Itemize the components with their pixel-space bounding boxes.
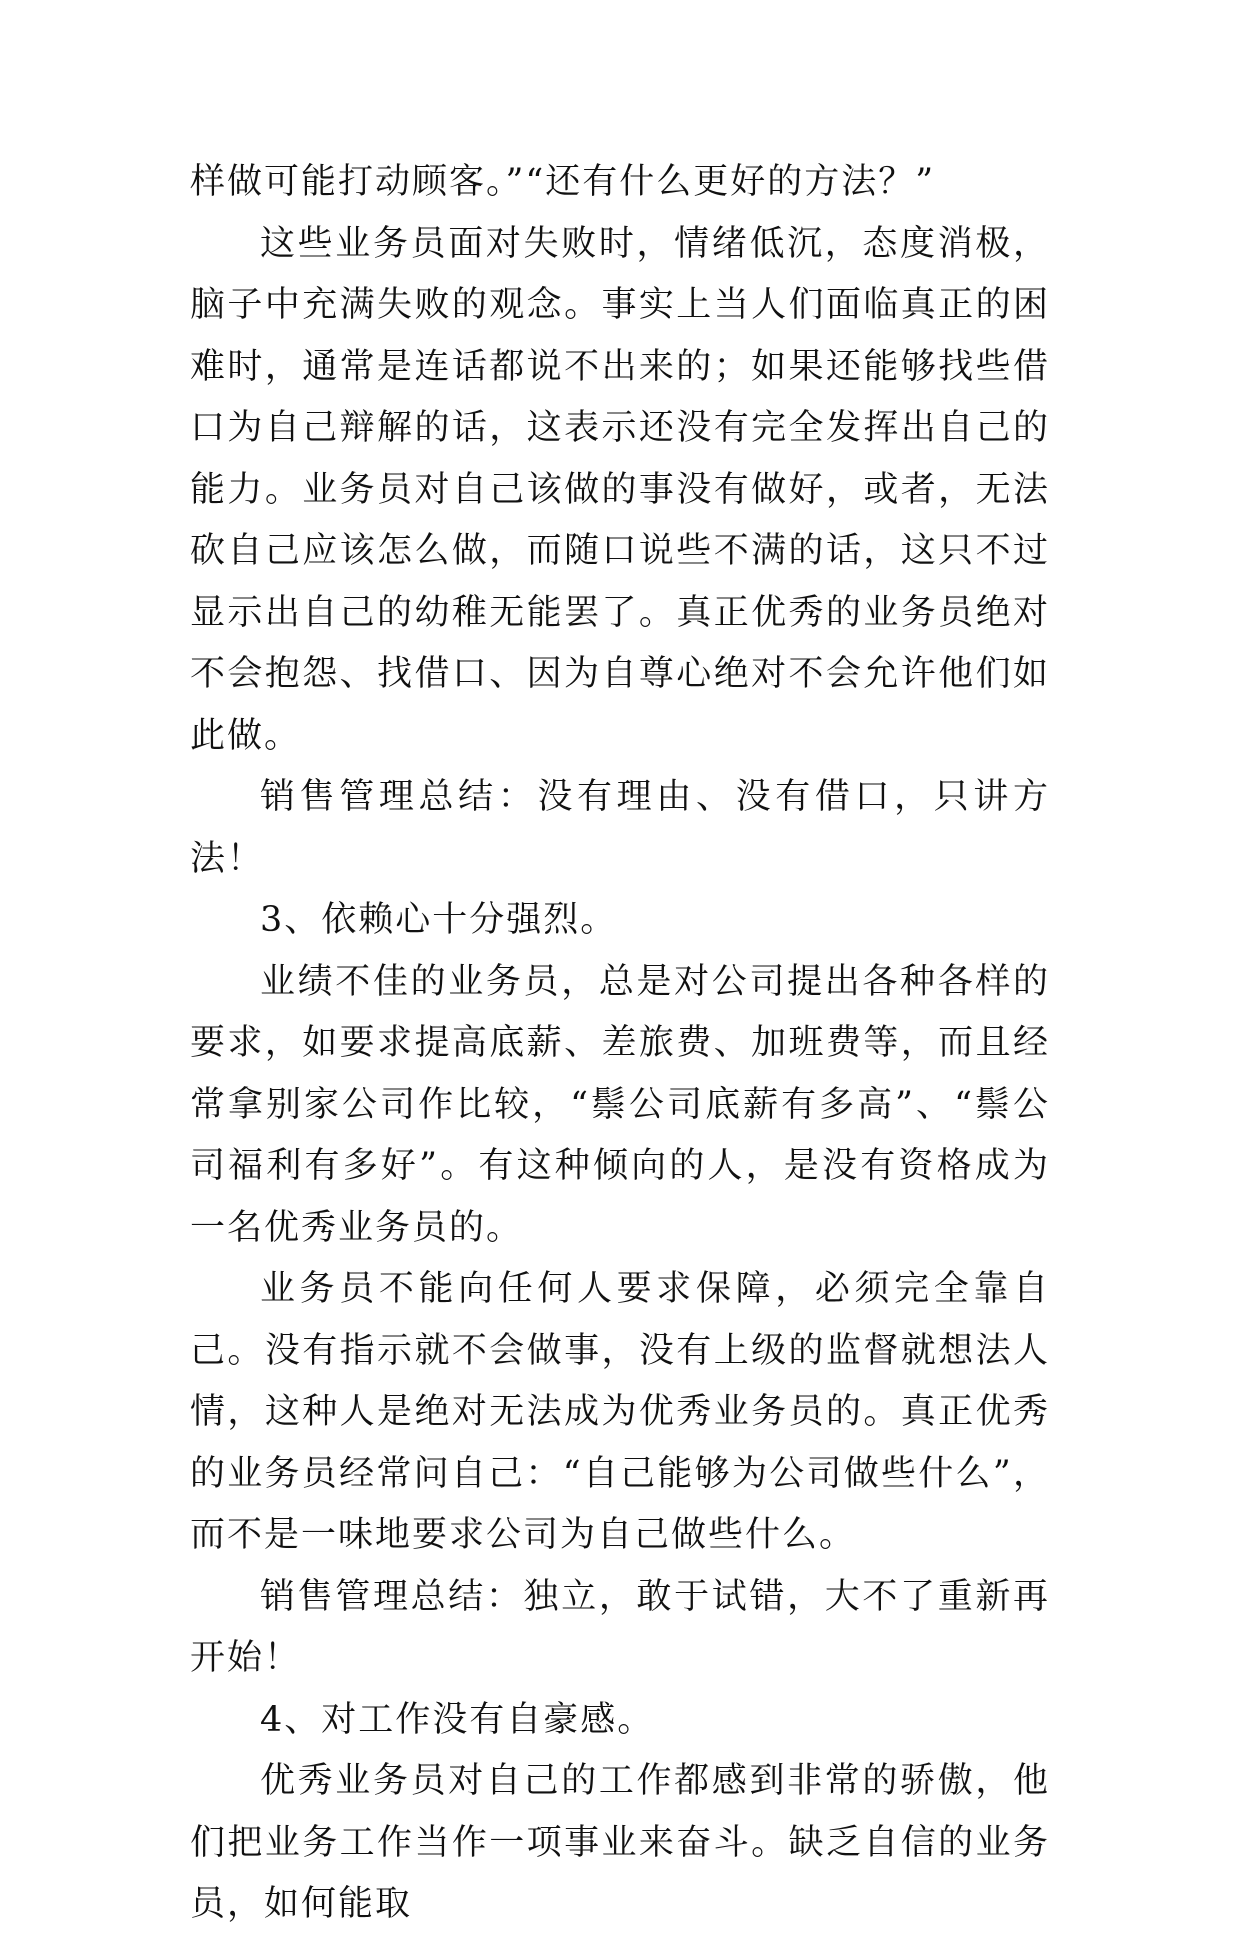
paragraph-8: 4、对工作没有自豪感。 [260,1699,655,1740]
paragraph-5: 业绩不佳的业务员，总是对公司提出各种各样的要求，如要求提高底薪、差旅费、加班费等，而且经常拿别家公司作比较，“鬃公司底薪有多高”、“鬃公司福利有多好”。有这种倾向的人，是没有资格成为一名优秀业务员的。 [190,961,1050,1248]
paragraph-6: 业务员不能向任何人要求保障，必须完全靠自己。没有指示就不会做事，没有上级的监督就想法人情，这种人是绝对无法成为优秀业务员的。真正优秀的业务员经常问自己：“自己能够为公司做些什么”，而不是一味地要求公司为自己做些什么。 [190,1269,1050,1555]
paragraph-1: 样做可能打动顾客。”“还有什么更好的方法？” [190,162,936,202]
paragraph-2: 这些业务员面对失败时，情绪低沉，态度消极，脑子中充满失败的观念。事实上当人们面临真正的困难时，通常是连话都说不出来的；如果还能够找些借口为自己辩解的话，这表示还没有完全发挥出自己的能力。业务员对自己该做的事没有做好，或者，无法砍自己应该怎么做，而随口说些不满的话，这只不过显示出自己的幼稚无能罢了。真正优秀的业务员绝对不会抱怨、找借口、因为自尊心绝对不会允许他们如此做。 [190,223,1050,756]
paragraph-7: 销售管理总结：独立，敢于试错，大不了重新再开始！ [190,1576,1050,1678]
paragraph-9: 优秀业务员对自己的工作都感到非常的骄傲，他们把业务工作当作一项事业来奋斗。缺乏自信的业务员，如何能取 [190,1761,1050,1924]
paragraph-3: 销售管理总结：没有理由、没有借口，只讲方法！ [190,777,1050,879]
document-body [190,152,1050,1936]
paragraph-4: 3、依赖心十分强烈。 [260,900,618,940]
